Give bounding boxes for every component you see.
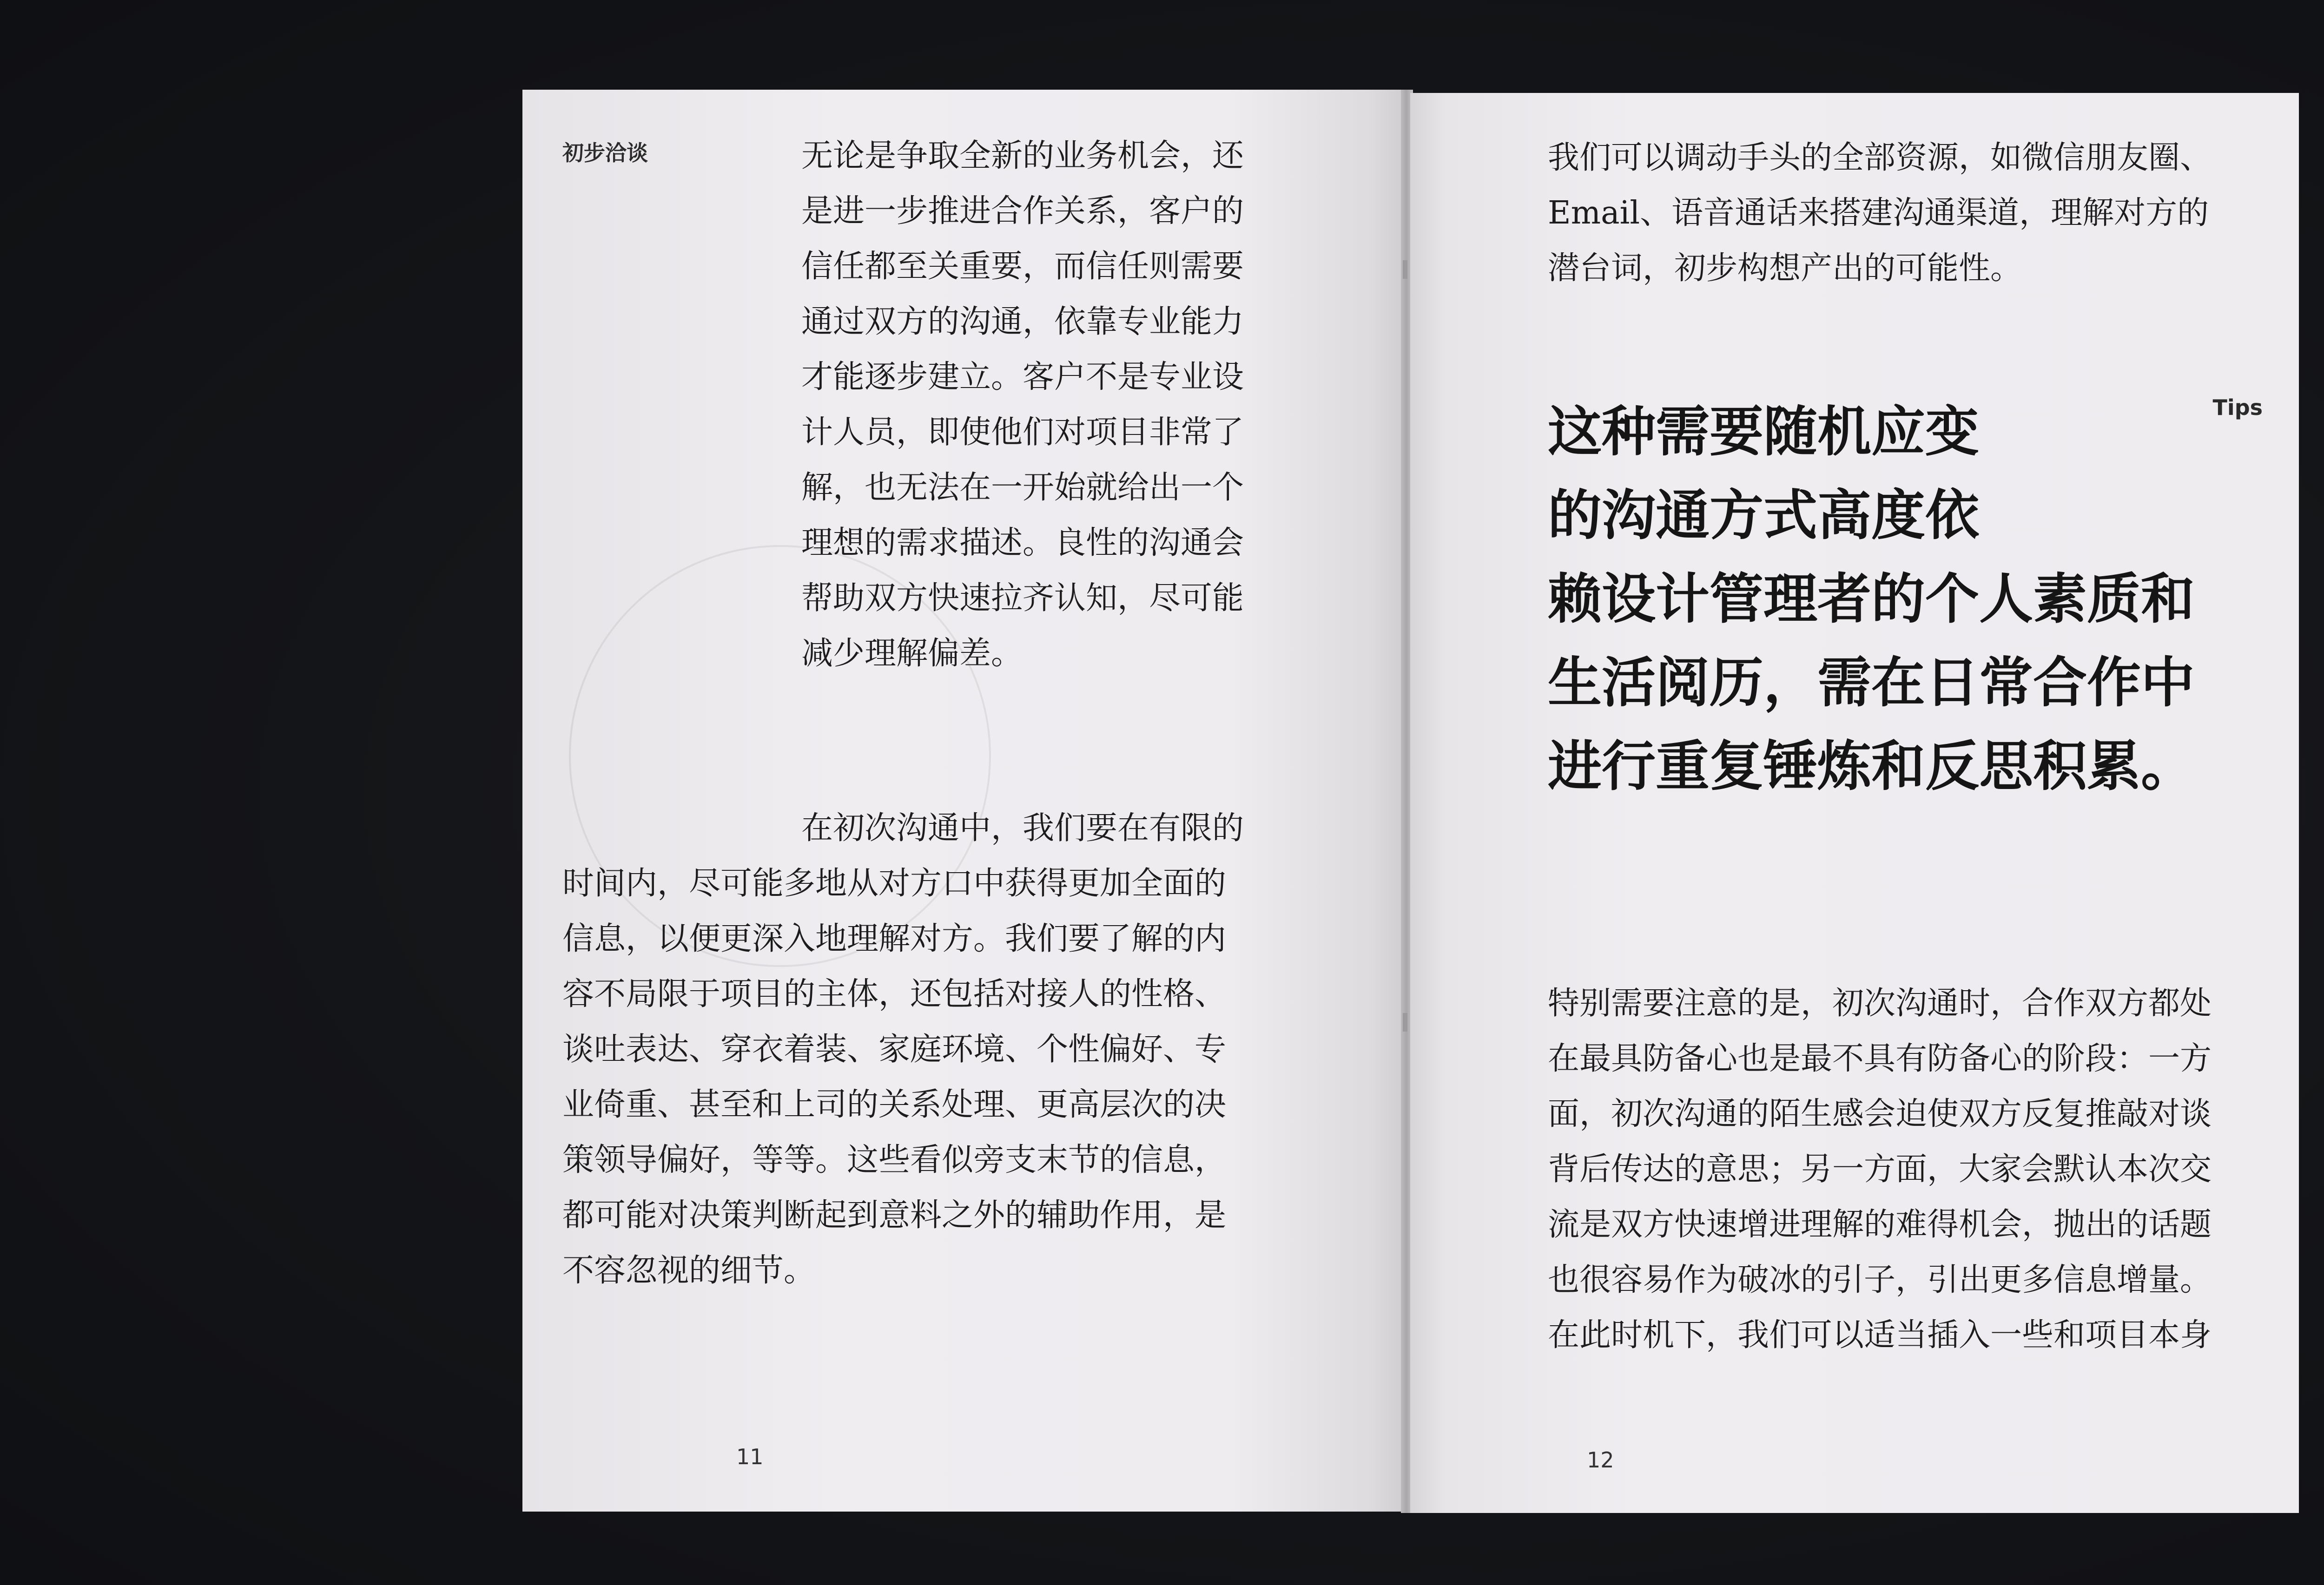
text-line: 是进一步推进合作关系，客户的 [801,193,1244,230]
pull-quote [1548,390,2273,809]
text-line: 减少理解偏差。 [801,635,1023,672]
text-line: 潜台词，初步构想产出的可能性。 [1548,250,2022,287]
right-paragraph-2 [1548,976,2273,1363]
text-line: 也很容易作为破冰的引子，引出更多信息增量。 [1548,1262,2212,1298]
text-line: 计人员，即使他们对项目非常了 [801,414,1244,451]
quote-line: 生活阅历，需在日常合作中 [1548,651,2195,714]
staple [1403,260,1407,279]
text-line: 我们可以调动手头的全部资源，如微信朋友圈、 [1548,139,2212,176]
text-line: 都可能对决策判断起到意料之外的辅助作用，是 [562,1197,1227,1234]
text-line: 时间内，尽可能多地从对方口中获得更加全面的 [562,865,1227,902]
text-line: 面，初次沟通的陌生感会迫使双方反复推敲对谈 [1548,1096,2212,1132]
text-line: 才能逐步建立。客户不是专业设 [801,359,1244,395]
left-page [522,90,1406,1512]
text-line: 信息，以便更深入地理解对方。我们要了解的内 [562,921,1227,957]
text-line: 流是双方快速增进理解的难得机会，抛出的话题 [1548,1206,2212,1243]
right-page [1410,93,2299,1513]
tips-label: Tips [2212,395,2263,420]
text-line: 在初次沟通中，我们要在有限的 [801,810,1244,847]
text-line: 信任都至关重要，而信任则需要 [801,248,1244,285]
staple [1403,1013,1407,1032]
text-line: 谈吐表达、穿衣着装、家庭环境、个性偏好、专 [562,1031,1227,1068]
text-line: 策领导偏好，等等。这些看似旁支末节的信息， [562,1142,1227,1178]
text-line: 特别需要注意的是，初次沟通时，合作双方都处 [1548,985,2212,1022]
text-line: 无论是争取全新的业务机会，还 [801,138,1244,174]
page-number: 12 [1587,1447,1614,1473]
quote-line: 这种需要随机应变 [1548,401,1979,463]
text-line: 背后传达的意思；另一方面，大家会默认本次交 [1548,1151,2212,1188]
text-line: 在此时机下，我们可以适当插入一些和项目本身 [1548,1317,2212,1354]
text-line: 容不局限于项目的主体，还包括对接人的性格、 [562,976,1227,1013]
text-line: 不容忽视的细节。 [562,1252,816,1289]
page-number: 11 [736,1444,764,1469]
text-line: 帮助双方快速拉齐认知，尽可能 [801,580,1244,617]
quote-line: 进行重复锤炼和反思积累。 [1548,735,2195,798]
left-paragraph-2 [562,801,1329,1298]
quote-line: 赖设计管理者的个人素质和 [1548,568,2195,631]
text-line: 在最具防备心也是最不具有防备心的阶段：一方 [1548,1040,2212,1077]
text-line: Email、语音通话来搭建沟通渠道，理解对方的 [1548,195,2209,231]
right-paragraph-1 [1548,130,2273,296]
running-header: 初步洽谈 [562,140,648,165]
text-line: 通过双方的沟通，依靠专业能力 [801,303,1244,340]
left-paragraph-1 [801,128,1331,681]
quote-line: 的沟通方式高度依 [1548,484,1979,547]
text-line: 理想的需求描述。良性的沟通会 [801,525,1244,561]
text-line: 业倚重、甚至和上司的关系处理、更高层次的决 [562,1086,1227,1123]
text-line: 解，也无法在一开始就给出一个 [801,469,1244,506]
